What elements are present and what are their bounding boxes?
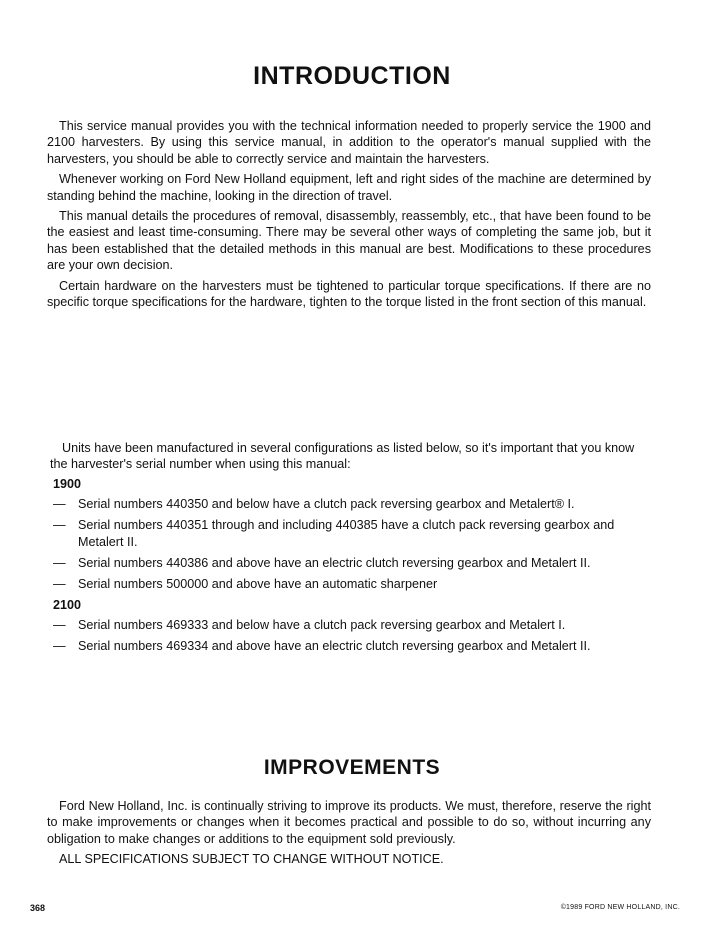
units-intro-text: Units have been manufactured in several configurations as listed below, so it's important that you know the harvester's serial number when using this manual: (50, 441, 635, 472)
dash-bullet: — (53, 518, 66, 533)
list-item (53, 496, 651, 512)
intro-paragraph: This manual details the procedures of removal, disassembly, reassembly, etc., that have been found to be the easiest and least time-consuming. There may be several other ways of completing the same job, but it has been established that the detailed methods in this manual are best. Modifications to these procedures are your own decision. (47, 209, 651, 273)
list-item (53, 555, 651, 571)
copyright-notice: ©1989 FORD NEW HOLLAND, INC. (560, 904, 680, 911)
page-number: 368 (30, 903, 46, 913)
list-item (53, 638, 651, 654)
dash-bullet: — (53, 556, 66, 571)
list-item-text: Serial numbers 440386 and above have an electric clutch reversing gearbox and Metalert II. (78, 556, 591, 571)
introduction-heading: INTRODUCTION (253, 62, 451, 90)
introduction-section (47, 118, 651, 314)
list-item (53, 576, 651, 592)
list-item (53, 517, 651, 550)
model-heading-1900: 1900 (53, 476, 82, 491)
dash-bullet: — (53, 577, 66, 592)
improvements-paragraph: Ford New Holland, Inc. is continually striving to improve its products. We must, therefore, reserve the right to make improvements or changes when it becomes practical and possible to do so, without incurring any obligation to make changes or additions to the equipment sold previously. (47, 799, 651, 846)
intro-paragraph: Certain hardware on the harvesters must be tightened to particular torque specifications. If there are no specific torque specifications for the hardware, tighten to the torque listed in the front section of this manual. (47, 278, 651, 310)
list-item-text: Serial numbers 469333 and below have a clutch pack reversing gearbox and Metalert I. (78, 617, 566, 632)
units-section (50, 440, 651, 660)
intro-paragraph: This service manual provides you with the technical information needed to properly service the 1900 and 2100 harvesters. By using this service manual, in addition to the operator's manual supplied with the harvesters, you should be able to correctly service and maintain the harvesters. (47, 119, 651, 166)
improvements-heading: IMPROVEMENTS (263, 756, 441, 779)
list-item (53, 617, 651, 633)
list-item-text: Serial numbers 440351 through and including 440385 have a clutch pack reversing gearbox and Metalert II. (78, 518, 615, 549)
dash-bullet: — (53, 496, 66, 511)
intro-paragraph: Whenever working on Ford New Holland equipment, left and right sides of the machine are determined by standing behind the machine, looking in the direction of travel. (47, 172, 651, 203)
model-heading-2100: 2100 (53, 597, 82, 612)
dash-bullet: — (53, 639, 66, 654)
improvements-section (47, 798, 651, 872)
specifications-notice: ALL SPECIFICATIONS SUBJECT TO CHANGE WITHOUT NOTICE. (59, 852, 444, 867)
list-item-text: Serial numbers 440350 and below have a clutch pack reversing gearbox and Metalert® I. (78, 496, 575, 511)
list-item-text: Serial numbers 500000 and above have an automatic sharpener (78, 577, 438, 592)
dash-bullet: — (53, 617, 66, 632)
list-item-text: Serial numbers 469334 and above have an electric clutch reversing gearbox and Metalert II. (78, 639, 591, 654)
